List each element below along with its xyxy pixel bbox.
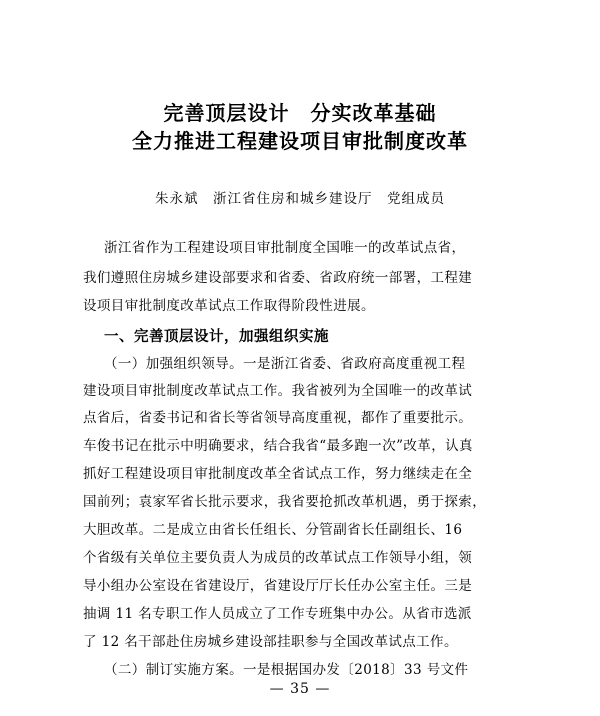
body-line-3: 点省后，省委书记和省长等省领导高度重视，都作了重要批示。 (83, 410, 473, 426)
title-line-2: 全力推进工程建设项目审批制度改革 (132, 129, 468, 153)
page-number: — 35 — (269, 681, 331, 697)
section-heading: 一、完善顶层设计，加强组织实施 (104, 329, 329, 345)
body-line-5: 抓好工程建设项目审批制度改革全省试点工作，努力继续走在全 (83, 466, 473, 482)
intro-line-3: 设项目审批制度改革试点工作取得阶段性进展。 (83, 298, 375, 314)
body-line-4: 车俊书记在批示中明确要求，结合我省“最多跑一次”改革，认真 (83, 438, 473, 454)
body-line-12: （二）制订实施方案。一是根据国办发〔2018〕33 号文件 (104, 662, 469, 678)
intro-line-1: 浙江省作为工程建设项目审批制度全国唯一的改革试点省， (104, 240, 466, 256)
body-line-11: 了 12 名干部赴住房城乡建设部挂职参与全国改革试点工作。 (83, 634, 458, 650)
intro-line-2: 我们遵照住房城乡建设部要求和省委、省政府统一部署，工程建 (83, 270, 473, 286)
body-line-7: 大胆改革。二是成立由省长任组长、分管副省长任副组长、16 (83, 522, 463, 538)
body-line-2: 建设项目审批制度改革试点工作。我省被列为全国唯一的改革试 (83, 383, 473, 399)
title-line-1: 完善顶层设计 分实改革基础 (163, 101, 437, 125)
body-line-1: （一）加强组织领导。一是浙江省委、省政府高度重视工程 (104, 356, 466, 372)
body-line-6: 国前列；袁家军省长批示要求，我省要抢抓改革机遇，勇于探索， (83, 494, 487, 510)
body-line-9: 导小组办公室设在省建设厅，省建设厅厅长任办公室主任。三是 (83, 578, 473, 594)
body-line-8: 个省级有关单位主要负责人为成员的改革试点工作领导小组，领 (83, 550, 473, 566)
body-line-10: 抽调 11 名专职工作人员成立了工作专班集中办公。从省市选派 (83, 606, 472, 622)
author-byline: 朱永斌 浙江省住房和城乡建设厅 党组成员 (155, 191, 445, 207)
